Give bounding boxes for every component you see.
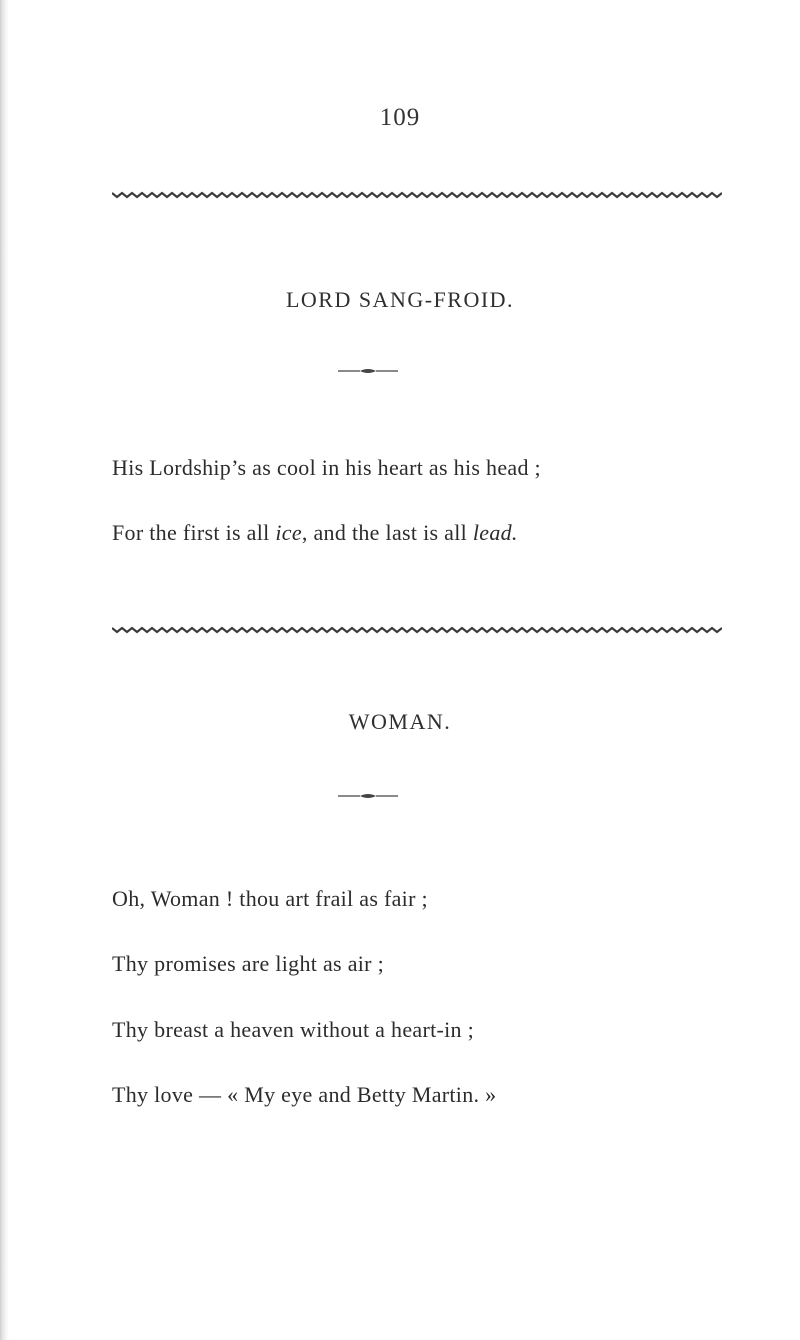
verse-line: Thy promises are light as air ; (112, 951, 385, 976)
title-dash-ornament (338, 367, 398, 375)
verse-line: Oh, Woman ! thou art frail as fair ; (112, 886, 428, 911)
poem-title-woman: WOMAN. (348, 709, 452, 734)
verse-text: For the first is all (112, 520, 276, 545)
poem-title-lord-sang-froid: LORD SANG-FROID. (285, 287, 515, 312)
page-number: 109 (379, 104, 421, 131)
verse-line: His Lordship’s as cool in his heart as his head ; (112, 455, 541, 480)
page-edge (0, 0, 9, 1340)
verse-line (112, 520, 518, 546)
title-dash-ornament (338, 792, 398, 800)
verse-italic-ice: ice (275, 520, 302, 545)
verse-italic-lead: lead. (472, 520, 518, 545)
verse-line: Thy love — « My eye and Betty Martin. » (112, 1082, 497, 1107)
verse-line: Thy breast a heaven without a heart-in ; (112, 1017, 475, 1042)
verse-text: , and the last is all (301, 520, 473, 545)
ornamental-rule (112, 625, 722, 635)
ornamental-rule (112, 190, 722, 200)
